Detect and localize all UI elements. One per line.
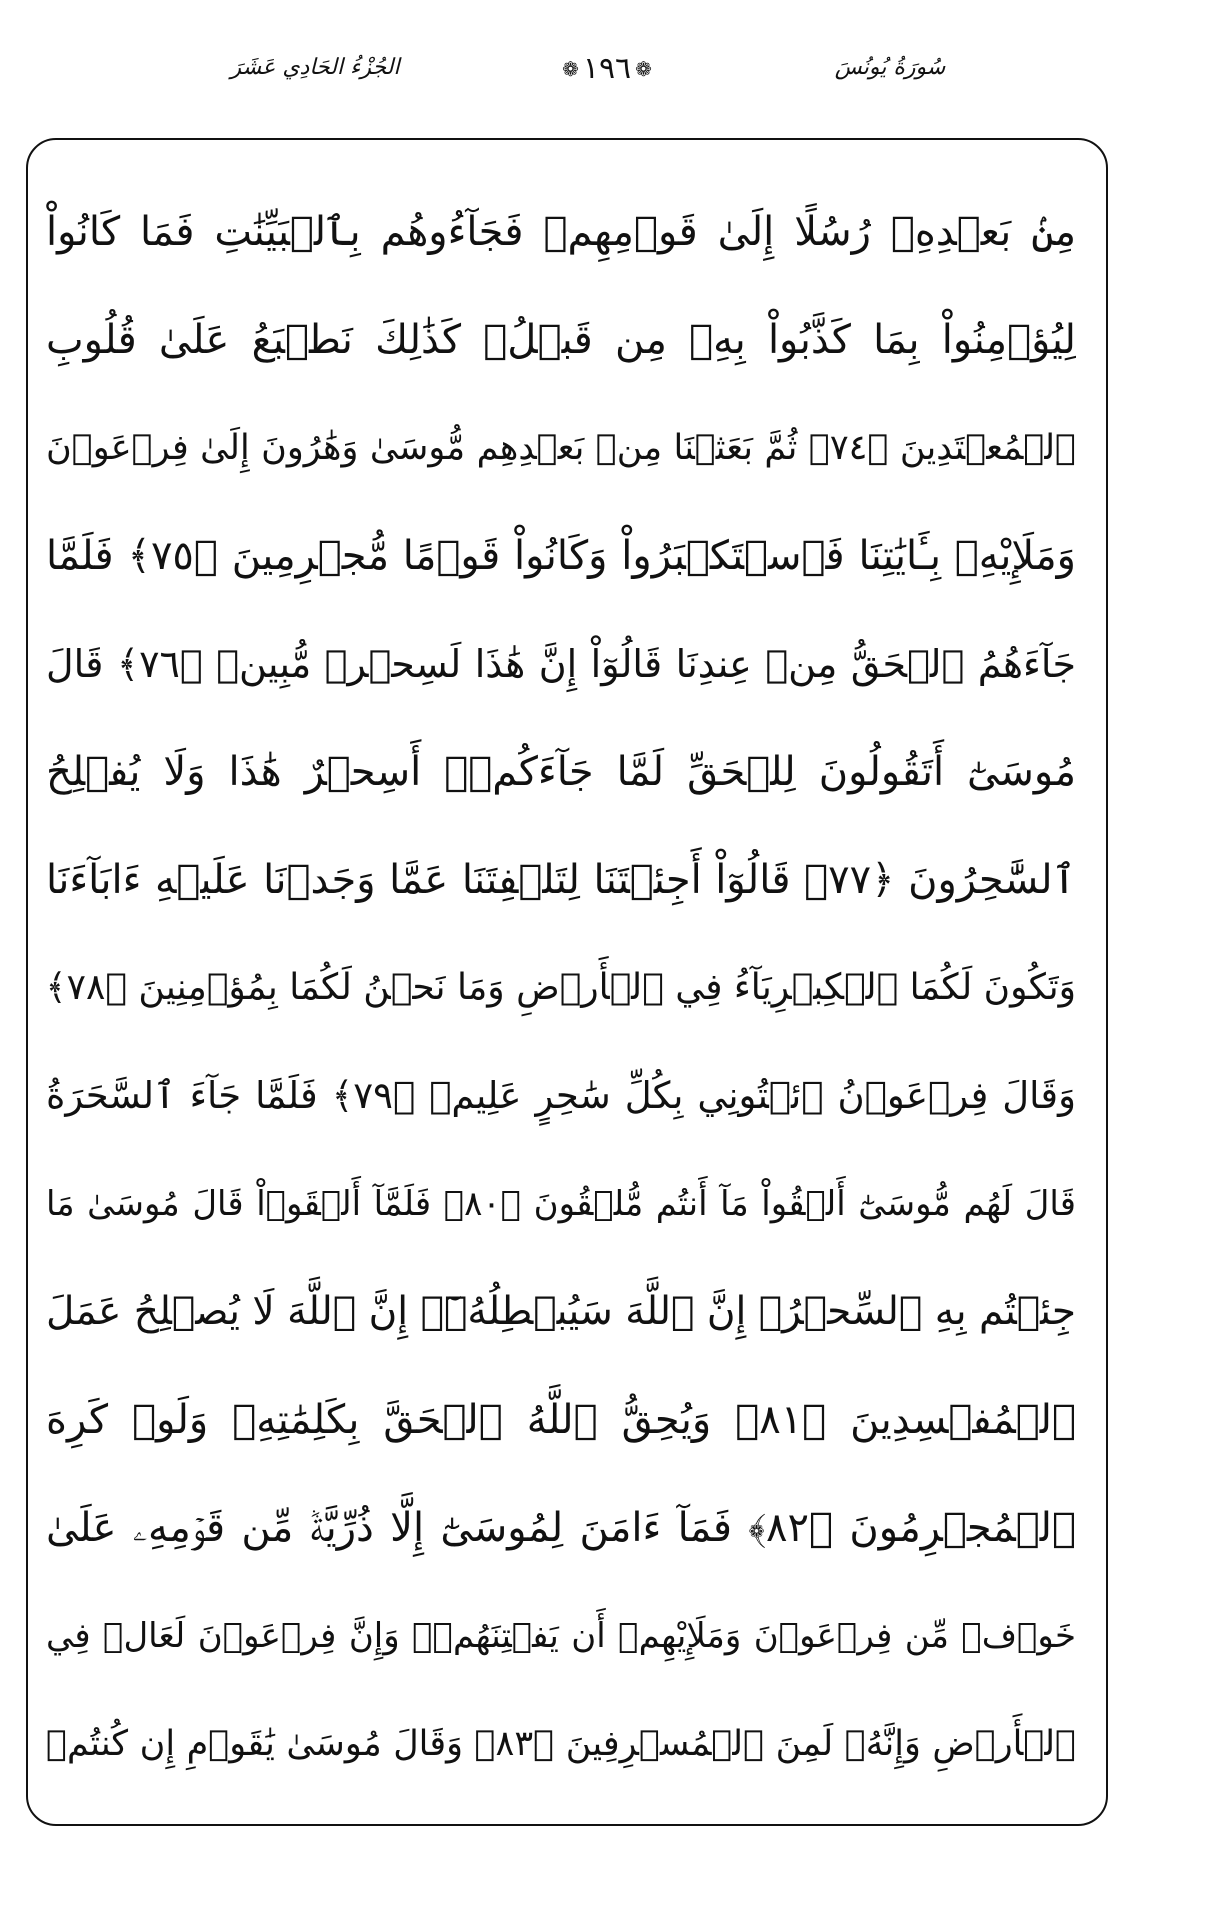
page-header <box>0 38 1214 98</box>
text-line-5: جَآءَهُمُ ٱلۡحَقُّ مِنۡ عِندِنَا قَالُوٓاْ إِنَّ هَٰذَا لَسِحۡرٞ مُّبِينٞ ﴿٧٦﴾ قَالَ <box>46 642 1076 686</box>
quran-text <box>46 178 1076 1798</box>
text-line-7: ٱلسَّٰحِرُونَ ﴿٧٧﴾ قَالُوٓاْ أَجِئۡتَنَا لِتَلۡفِتَنَا عَمَّا وَجَدۡنَا عَلَيۡهِ ءَابَآءَنَا <box>46 857 1076 903</box>
juz-name: الجُزْءُ الحَادِي عَشَرَ <box>230 55 400 80</box>
text-line-9: وَقَالَ فِرۡعَوۡنُ ٱئۡتُونِي بِكُلِّ سَٰحِرٍ عَلِيمٖ ﴿٧٩﴾ فَلَمَّا جَآءَ ٱلسَّحَرَةُ <box>46 1074 1076 1117</box>
text-line-1: مِنۢ بَعۡدِهِۦ رُسُلًا إِلَىٰ قَوۡمِهِمۡ فَجَآءُوهُم بِٱلۡبَيِّنَٰتِ فَمَا كَانُواْ <box>46 209 1076 255</box>
text-line-6: مُوسَىٰٓ أَتَقُولُونَ لِلۡحَقِّ لَمَّا جَآءَكُمۡۖ أَسِحۡرٌ هَٰذَا وَلَا يُفۡلِحُ <box>46 749 1076 795</box>
text-line-3: ٱلۡمُعۡتَدِينَ ﴿٧٤﴾ ثُمَّ بَعَثۡنَا مِنۢ بَعۡدِهِم مُّوسَىٰ وَهَٰرُونَ إِلَىٰ فِرۡعَوۡنَ <box>46 428 1076 468</box>
ornament-icon: ❁ <box>562 56 579 81</box>
text-line-13: ٱلۡمُجۡرِمُونَ ﴿٨٢﴾ فَمَآ ءَامَنَ لِمُوسَىٰٓ إِلَّا ذُرِّيَّةٞ مِّن قَوۡمِهِۦ عَلَىٰ <box>46 1505 1076 1551</box>
ornament-icon: ❁ <box>635 56 652 81</box>
text-line-15: ٱلۡأَرۡضِ وَإِنَّهُۥ لَمِنَ ٱلۡمُسۡرِفِينَ ﴿٨٣﴾ وَقَالَ مُوسَىٰ يَٰقَوۡمِ إِن كُنتُمۡ <box>46 1724 1076 1764</box>
surah-name: سُورَةُ يُونُسَ <box>834 55 946 80</box>
page-number-box <box>507 38 707 98</box>
page-number: ١٩٦ <box>582 50 632 86</box>
text-line-11: جِئۡتُم بِهِ ٱلسِّحۡرُۖ إِنَّ ٱللَّهَ سَيُبۡطِلُهُۥٓۖ إِنَّ ٱللَّهَ لَا يُصۡلِحُ عَمَلَ <box>46 1289 1076 1334</box>
text-line-8: وَتَكُونَ لَكُمَا ٱلۡكِبۡرِيَآءُ فِي ٱلۡأَرۡضِ وَمَا نَحۡنُ لَكُمَا بِمُؤۡمِنِينَ ﴿٧٨﴾ <box>46 967 1076 1008</box>
text-line-14: خَوۡفٖ مِّن فِرۡعَوۡنَ وَمَلَإِيْهِمۡ أَن يَفۡتِنَهُمۡۚ وَإِنَّ فِرۡعَوۡنَ لَعَالٖ فِي <box>46 1616 1076 1656</box>
text-line-4: وَمَلَإِيْهِۦ بِـَٔايَٰتِنَا فَٱسۡتَكۡبَرُواْ وَكَانُواْ قَوۡمًا مُّجۡرِمِينَ ﴿٧٥﴾ فَلَمَّا <box>46 533 1076 579</box>
text-line-10: قَالَ لَهُم مُّوسَىٰٓ أَلۡقُواْ مَآ أَنتُم مُّلۡقُونَ ﴿٨٠﴾ فَلَمَّآ أَلۡقَوۡاْ قَالَ مُوسَىٰ مَا <box>46 1184 1076 1224</box>
text-line-2: لِيُؤۡمِنُواْ بِمَا كَذَّبُواْ بِهِۦ مِن قَبۡلُۚ كَذَٰلِكَ نَطۡبَعُ عَلَىٰ قُلُوبِ <box>46 317 1076 363</box>
text-line-12: ٱلۡمُفۡسِدِينَ ﴿٨١﴾ وَيُحِقُّ ٱللَّهُ ٱلۡحَقَّ بِكَلِمَٰتِهِۦ وَلَوۡ كَرِهَ <box>46 1397 1076 1443</box>
